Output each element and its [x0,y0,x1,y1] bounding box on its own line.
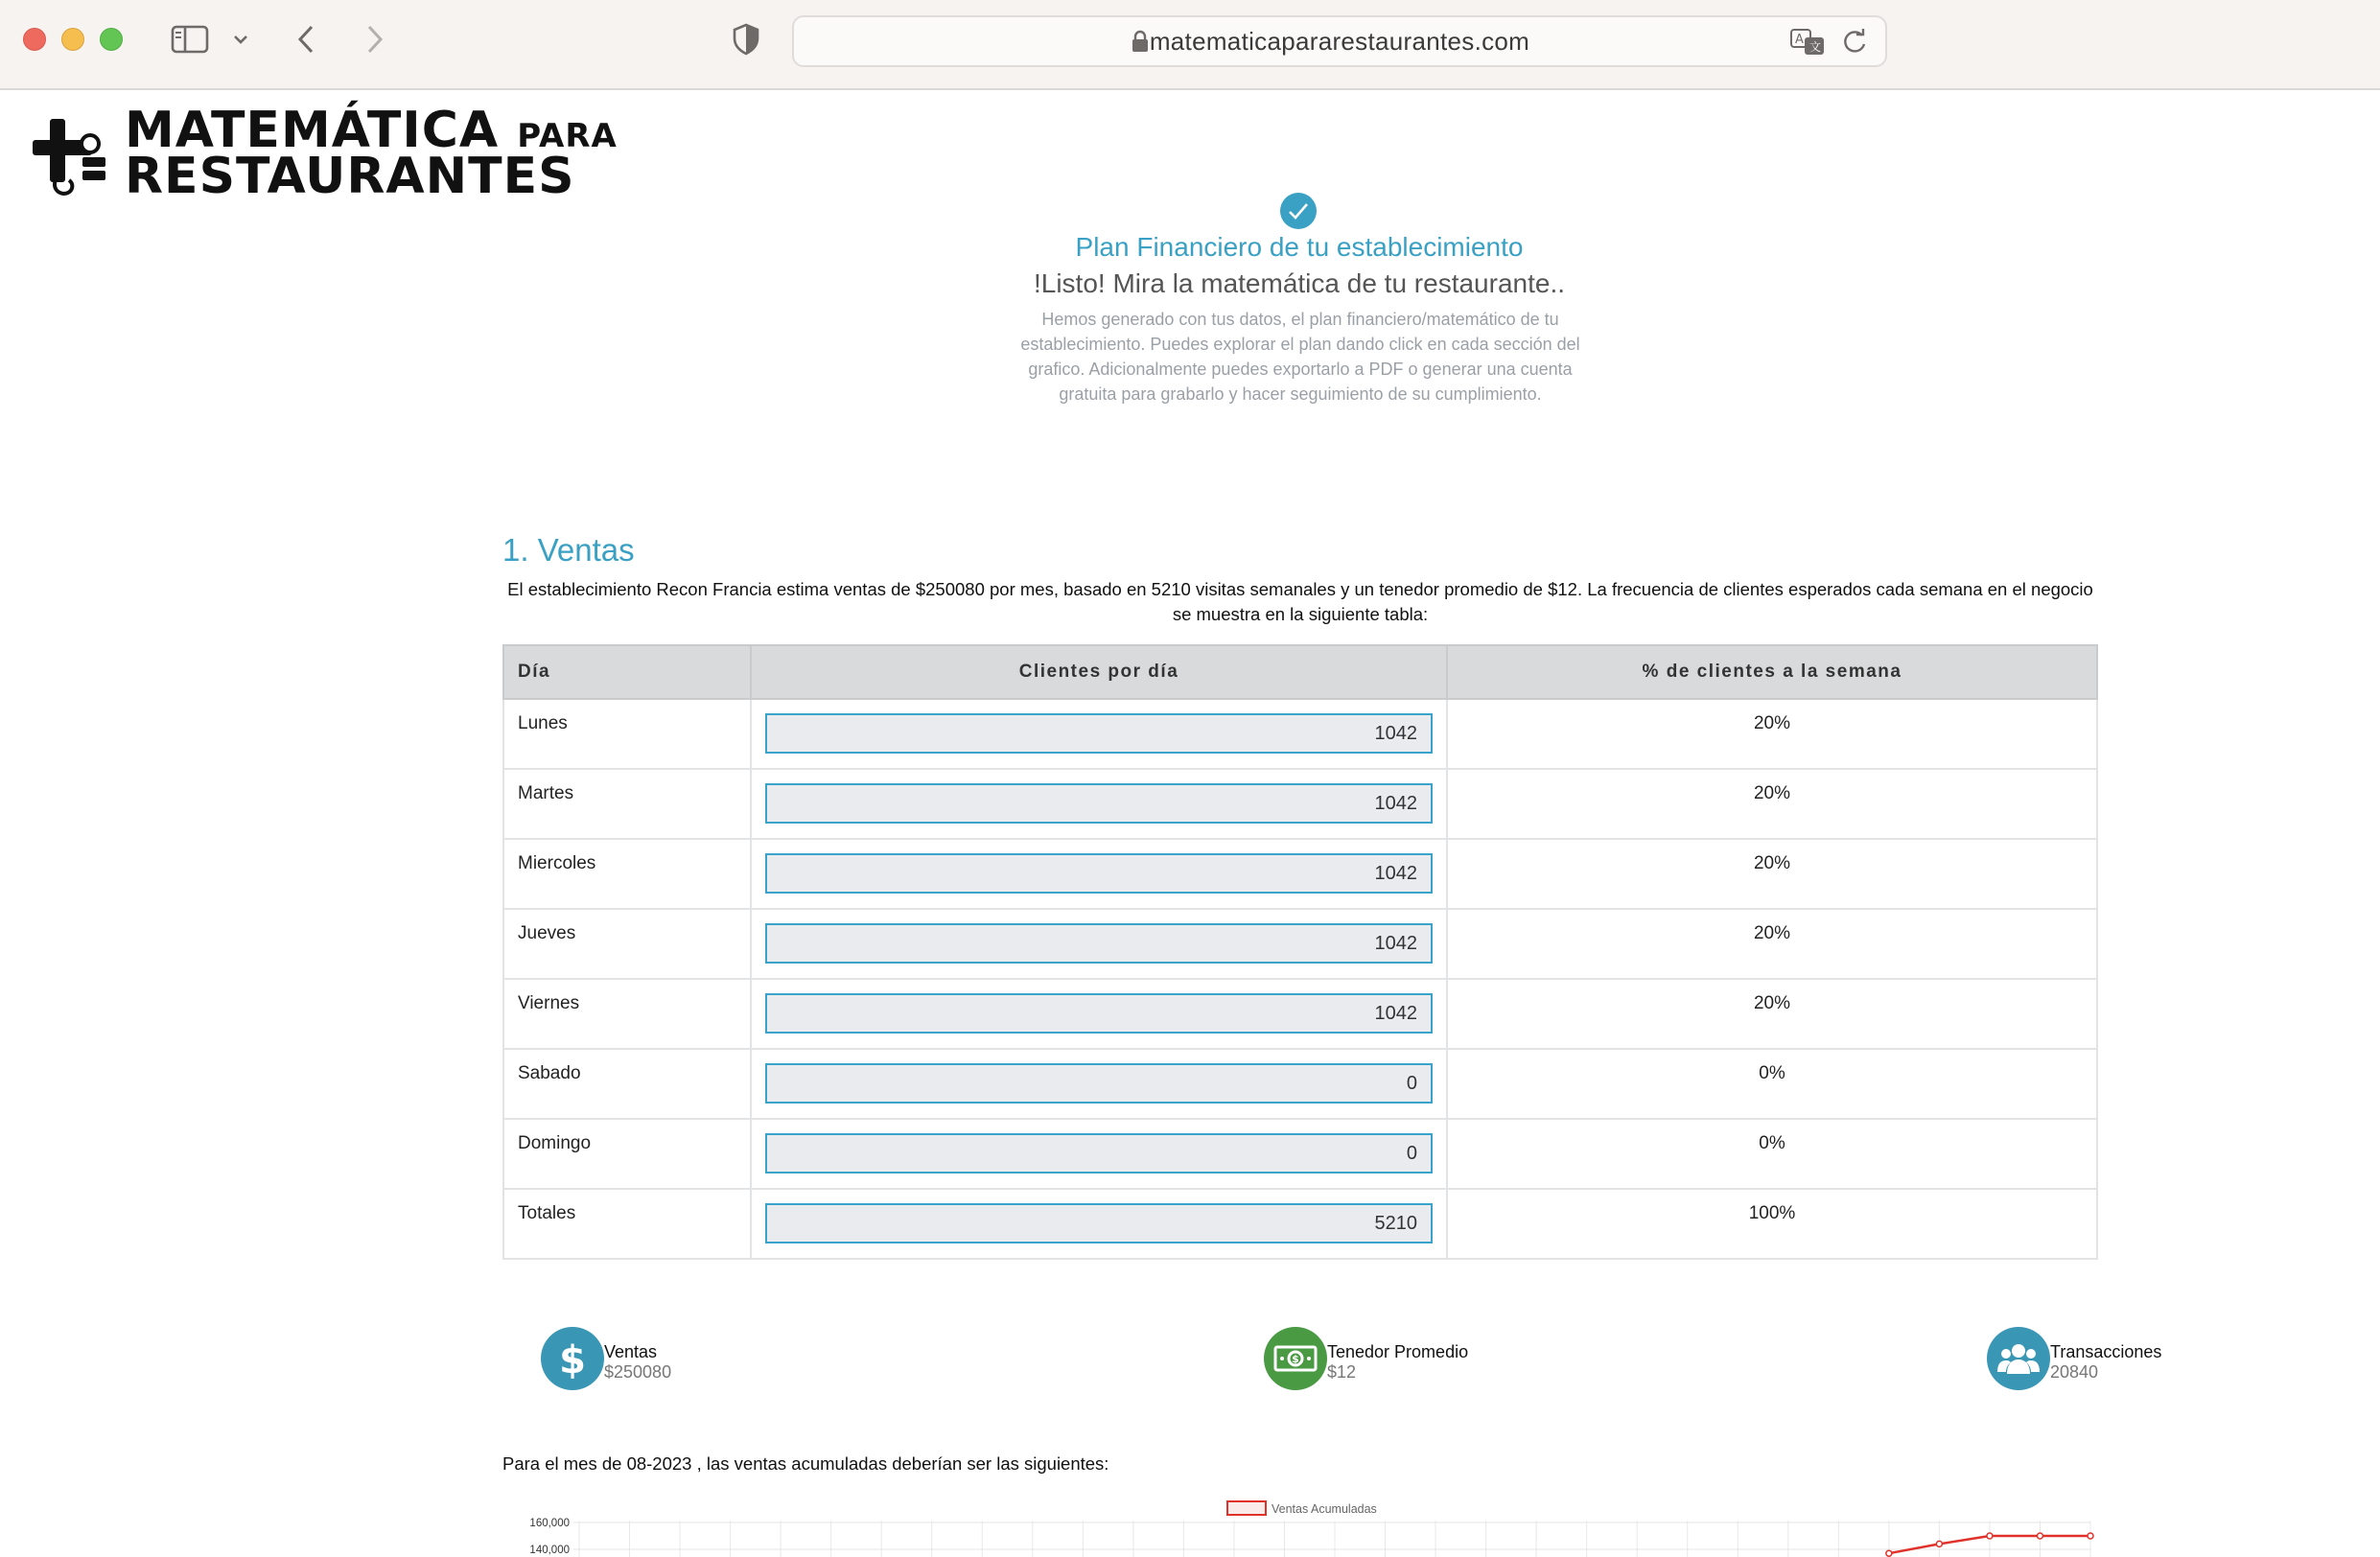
cash-icon [1264,1327,1327,1390]
kpi-ventas [541,1327,671,1390]
url-text: matematicapararestaurantes.com [1149,27,1530,56]
logo-text-line1: MATEMÁTICA [125,102,500,159]
data-point[interactable] [1936,1541,1942,1546]
table-row [503,1119,2097,1189]
users-icon [1987,1327,2050,1390]
check-circle-icon [1279,192,1318,230]
y-tick-label: 140,000 [529,1545,570,1556]
pct-cell: 20% [1447,699,2097,769]
pct-cell: 20% [1447,909,2097,979]
table-row [503,699,2097,769]
clients-input-jueves[interactable] [765,923,1433,964]
table-row [503,1049,2097,1119]
clients-table [502,644,2098,1260]
day-cell: Martes [503,769,751,839]
legend-swatch[interactable] [1227,1501,1266,1515]
pct-cell: 20% [1447,769,2097,839]
kpi-tenedor-promedio [1264,1327,1468,1390]
pct-cell: 20% [1447,839,2097,909]
day-cell: Miercoles [503,839,751,909]
column-header-clientes: Clientes por día [751,645,1447,699]
day-cell: Sabado [503,1049,751,1119]
table-row-totals [503,1189,2097,1259]
dollar-icon [541,1327,604,1390]
accumulated-sales-chart[interactable] [502,1494,2098,1557]
day-cell: Totales [503,1189,751,1259]
browser-toolbar [0,0,2380,90]
clients-input-miercoles[interactable] [765,853,1433,894]
logo-text-line2: RESTAURANTES [125,148,575,205]
reload-icon[interactable] [1839,27,1870,58]
translate-icon[interactable] [1789,27,1828,58]
address-bar[interactable] [792,15,1887,67]
section-intro-ventas: El establecimiento Recon Francia estima ventas de $250080 por mes, basado en 5210 visitas semanales y un tenedor promedio de $12. La frecuencia de clientes esperados cada semana en el negocio se muestra en la siguiente tabla: [507,579,2093,624]
clients-input-totales[interactable] [765,1203,1433,1243]
kpi-value: $250080 [604,1362,672,1382]
chevron-down-icon[interactable] [226,17,255,61]
table-header-row [503,645,2097,699]
data-point[interactable] [1886,1550,1892,1556]
table-row [503,769,2097,839]
zoom-window-button[interactable] [100,28,123,51]
pct-cell: 0% [1447,1049,2097,1119]
plan-subtitle: !Listo! Mira la matemática de tu restaurante.. [1033,268,1566,298]
svg-text:A: A [1795,33,1804,47]
day-cell: Domingo [503,1119,751,1189]
clients-input-sabado[interactable] [765,1063,1433,1104]
back-arrow-icon[interactable] [288,17,326,61]
kpi-value: $12 [1327,1362,1357,1382]
chart-grid [573,1521,2090,1557]
legend-label: Ventas Acumuladas [1272,1502,1377,1516]
kpi-value: 20840 [2050,1362,2099,1382]
svg-text:$: $ [559,1338,586,1382]
clients-input-martes[interactable] [765,783,1433,824]
data-point[interactable] [1987,1533,1993,1539]
pct-cell: 0% [1447,1119,2097,1189]
kpi-transacciones [1987,1327,2161,1390]
plan-description: Hemos generado con tus datos, el plan financiero/matemático de tu establecimiento. Puedes explorar el plan dando click en cada sección del grafico. Adicionalmente puedes exportarlo a PDF o generar una cuenta gratuita para grabarlo y hacer seguimiento de su cumplimiento. [1020,310,1580,404]
svg-text:文: 文 [1809,40,1822,54]
table-row [503,979,2097,1049]
clients-input-domingo[interactable] [765,1133,1433,1174]
y-tick-label: 160,000 [529,1518,570,1529]
column-header-porcentaje: % de clientes a la semana [1447,645,2097,699]
svg-text:$: $ [1292,1353,1299,1365]
day-cell: Viernes [503,979,751,1049]
site-logo[interactable] [31,102,618,205]
clients-input-viernes[interactable] [765,993,1433,1034]
day-cell: Lunes [503,699,751,769]
pct-cell: 20% [1447,979,2097,1049]
data-point[interactable] [2088,1533,2093,1539]
minimize-window-button[interactable] [61,28,84,51]
day-cell: Jueves [503,909,751,979]
logo-mark-icon [31,115,111,196]
kpi-label: Transacciones [2050,1342,2162,1361]
forward-arrow-icon[interactable] [355,17,393,61]
clients-input-lunes[interactable] [765,713,1433,754]
logo-text-para: PARA [517,117,618,155]
pct-cell: 100% [1447,1189,2097,1259]
kpi-label: Ventas [604,1342,658,1361]
accumulated-sales-note: Para el mes de 08-2023 , las ventas acumuladas deberían ser las siguientes: [502,1453,1109,1474]
table-row [503,839,2097,909]
table-row [503,909,2097,979]
privacy-shield-icon[interactable] [725,17,767,61]
column-header-dia: Día [503,645,751,699]
plan-title: Plan Financiero de tu establecimiento [1075,232,1524,262]
close-window-button[interactable] [23,28,46,51]
data-point[interactable] [2037,1533,2042,1539]
kpi-label: Tenedor Promedio [1327,1342,1469,1361]
section-title-ventas: 1. Ventas [502,532,635,568]
sidebar-toggle-icon[interactable] [169,17,211,61]
